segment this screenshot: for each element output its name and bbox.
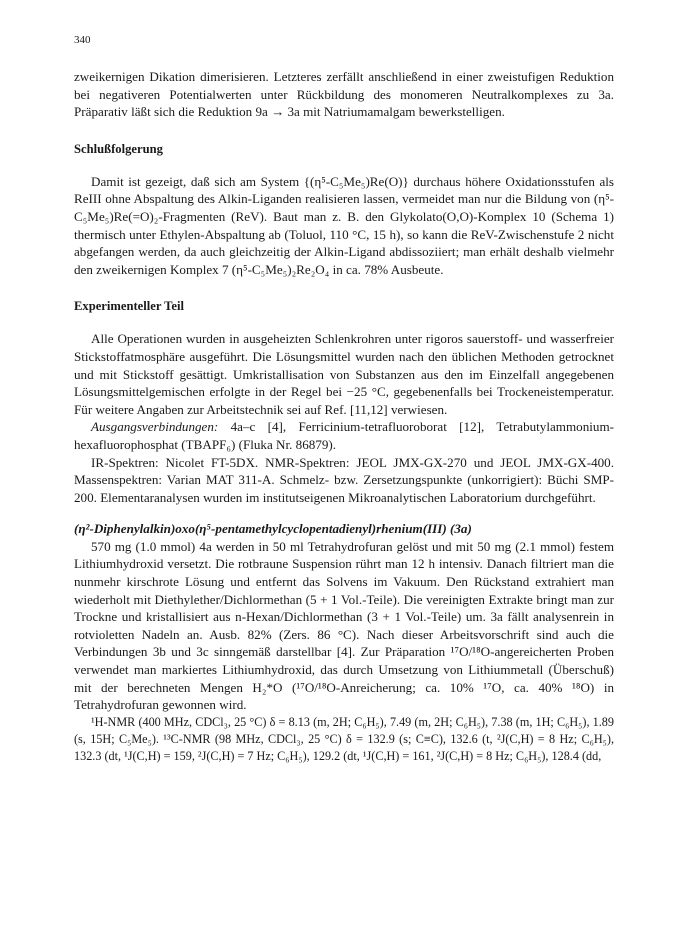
intro-paragraph: zweikernigen Dikation dimerisieren. Letzteres zerfällt anschließend in einer zweistufigen Reduktion bei negativeren Potentialwerten unter Rückbildung des monomeren Neutralkomplexes zu 3a. Präparativ läßt sich die Reduktion 9a → 3a mit Natriumamalgam bewerkstelligen.: [74, 69, 614, 120]
conclusion-paragraph: Damit ist gezeigt, daß sich am System {(η⁵-C₅Me₅)Re(O)} durchaus höhere Oxidationsstufen als ReIII ohne Abspaltung des Alkin-Liganden realisieren lassen, vermeidet man nur die Bildung von (η⁵-C₅Me₅)Re(=O)₂-Fragmenten (ReV). Baut man z. B. den Glykolato(O,O)-Komplex 10 (Schema 1) thermisch unter Ethylen-Abspaltung ab (Toluol, 110 °C, 15 h), so kann die ReV-Zwischenstufe 2 nicht abgefangen werden, da auch gleichzeitig der Alkin-Ligand abdissoziiert; man erhält deshalb vielmehr den zweikernigen Komplex 7 (η⁵-C₅Me₅)₂Re₂O₄ in ca. 78% Ausbeute.: [74, 173, 614, 277]
section-heading-experimental: Experimenteller Teil: [74, 299, 184, 314]
nmr-data-paragraph: ¹H-NMR (400 MHz, CDCl₃, 25 °C) δ = 8.13 (m, 2H; C₆H₅), 7.49 (m, 2H; C₆H₅), 7.38 (m, 1H; C₆H₅), 1.89 (s, 15H; C₅Me₅). ¹³C-NMR (98 MHz, CDCl₃, 25 °C) δ = 132.9 (s; C≡C), 132.6 (t, ²J(C,H) = 8 Hz; C₆H₅), 132.3 (dt, ¹J(C,H) = 159, ²J(C,H) = 7 Hz; C₆H₅), 129.2 (dt, ¹J(C,H) = 161, ²J(C,H) = 8 Hz; C₆H₅), 128.4 (dd,: [74, 714, 614, 763]
starting-compounds-label: Ausgangsverbindungen:: [91, 419, 219, 435]
experimental-paragraph-1: Alle Operationen wurden in ausgeheizten Schlenkrohren unter rigoros sauerstoff- und wasserfreier Stickstoffatmosphäre ausgeführt. Die Lösungsmittel wurden nach den üblichen Methoden getrocknet und mit Stickstoff gesättigt. Umkristallisation von Substanzen aus den im Einzelfall angegebenen Lösungsmittelgemischen erfolgte in der Regel bei −25 °C, gegebenenfalls bei Trockeneistemperatur. Für weitere Angaben zur Arbeitstechnik sei auf Ref. [11,12] verwiesen.: [74, 331, 614, 417]
compound-heading: [74, 520, 614, 538]
starting-compounds-text: 4a–c [4], Ferricinium-tetrafluoroborat [12], Tetrabutylammonium-hexafluorophosphat (TBAPF₆) (Fluka Nr. 86879).: [74, 419, 614, 452]
experimental-paragraph-2: [74, 418, 614, 453]
page-number: 340: [74, 34, 91, 46]
experimental-paragraph-3: IR-Spektren: Nicolet FT-5DX. NMR-Spektren: JEOL JMX-GX-270 und JEOL JMX-GX-400. Massenspektren: Varian MAT 311-A. Schmelz- bzw. Zersetzungspunkte (unkorrigiert): Büchi SMP-200. Elementaranalysen wurden im institutseigenen Mikroanalytischen Laboratorium durchgeführt.: [74, 454, 614, 505]
compound-procedure-paragraph: 570 mg (1.0 mmol) 4a werden in 50 ml Tetrahydrofuran gelöst und mit 50 mg (2.1 mmol) festem Lithiumhydroxid versetzt. Die rotbraune Suspension rührt man 12 h intensiv. Danach filtriert man die nunmehr kirschrote Lösung und entfernt das Solvens im Vakuum. Den Rückstand extrahiert man wiederholt mit Diethylether/Dichlormethan (5 + 1 Vol.-Teile). Die vereinigten Extrakte bringt man zur Trockne und kristallisiert aus n-Hexan/Dichlormethan (3 + 1 Vol.-Teile) um. 3a fällt analysenrein in rotvioletten Nadeln an. Ausb. 82% (Zers. 86 °C). Nach dieser Arbeitsvorschrift sind auch die Verbindungen 3b und 3c sinngemäß darstellbar [4]. Zur Präparation ¹⁷O/¹⁸O-angereicherten Proben verwendet man markiertes Lithiumhydroxid, das durch Umsetzung von Lithiummetall (Überschuß) mit der berechneten Mengen H₂*O (¹⁷O/¹⁸O-Anreicherung; ca. 10% ¹⁷O, ca. 40% ¹⁸O) in Tetrahydrofuran gewonnen wird.: [74, 538, 614, 713]
compound-heading-text: (η²-Diphenylalkin)oxo(η⁵-pentamethylcyclopentadienyl)rhenium(III) (3a): [74, 521, 472, 537]
section-heading-conclusion: Schlußfolgerung: [74, 141, 163, 156]
